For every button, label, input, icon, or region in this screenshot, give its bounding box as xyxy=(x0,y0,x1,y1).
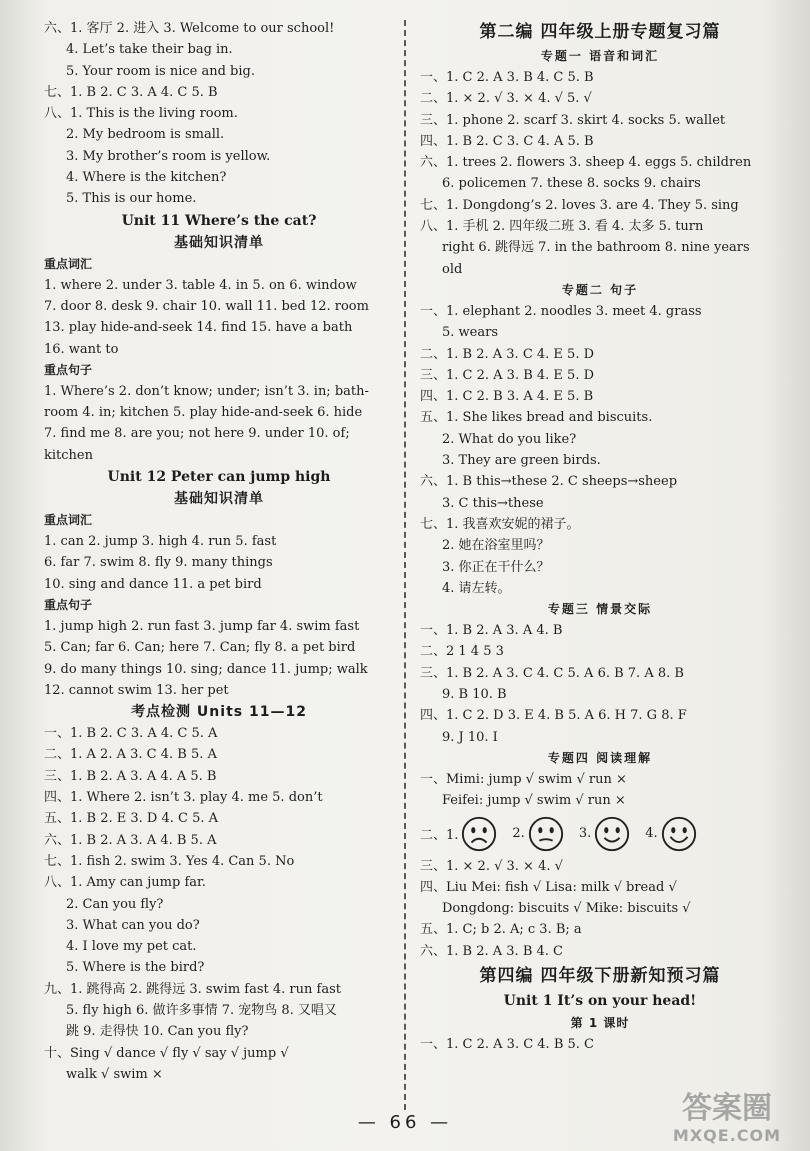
answer-line: 4. 请左转。 xyxy=(442,580,511,596)
answer-line: 3. What can you do? xyxy=(66,917,200,933)
right-column xyxy=(420,18,780,1055)
answer-line: 九、1. 跳得高 2. 跳得远 3. swim fast 4. run fast xyxy=(44,981,341,997)
answer-line: 四、1. C 2. B 3. A 4. E 5. B xyxy=(420,389,594,405)
answer-line: 一、1. C 2. A 3. C 4. B 5. C xyxy=(420,1036,594,1052)
part-title: 第二编 四年级上册专题复习篇 xyxy=(479,22,721,42)
answer-line: 13. play hide-and-seek 14. find 15. have a bath xyxy=(44,320,353,336)
answer-line: 四、Liu Mei: fish √ Lisa: milk √ bread √ xyxy=(420,879,677,895)
section-label: 重点词汇 xyxy=(44,256,93,271)
answer-line: 七、1. Dongdong’s 2. loves 3. are 4. They 5. sing xyxy=(420,197,739,213)
lesson-title: 第 1 课时 xyxy=(570,1015,630,1030)
answer-line: 2. Can you fly? xyxy=(66,896,164,912)
answer-line: 三、1. C 2. A 3. B 4. E 5. D xyxy=(420,367,595,383)
answer-line: 9. B 10. B xyxy=(442,687,507,703)
answer-line: 七、1. 我喜欢安妮的裙子。 xyxy=(420,516,580,532)
column-divider xyxy=(404,20,406,1110)
answer-line: 八、1. Amy can jump far. xyxy=(44,875,206,891)
answer-line: 9. J 10. I xyxy=(442,729,498,745)
answer-line: 八、1. This is the living room. xyxy=(44,106,238,122)
answer-line: 5. fly high 6. 做许多事情 7. 宠物鸟 8. 又唱又 xyxy=(66,1002,337,1018)
answer-line: 四、1. Where 2. isn’t 3. play 4. me 5. don’t xyxy=(44,790,323,806)
answer-line: 十、Sing √ dance √ fly √ say √ jump √ xyxy=(44,1045,289,1061)
unit-title: Unit 11 Where’s the cat? xyxy=(121,212,317,229)
section-subtitle: 基础知识清单 xyxy=(174,234,264,251)
answer-line: right 6. 跳得远 7. in the bathroom 8. nine years xyxy=(442,240,750,256)
faces-row xyxy=(420,812,780,856)
answer-line: 跳 9. 走得快 10. Can you fly? xyxy=(66,1024,249,1040)
neutral-face-icon xyxy=(527,815,565,853)
answer-line: 1. where 2. under 3. table 4. in 5. on 6. window xyxy=(44,277,357,293)
answer-line: old xyxy=(442,261,463,277)
unit-title: Unit 12 Peter can jump high xyxy=(107,469,331,486)
answer-line: 三、1. B 2. A 3. C 4. C 5. A 6. B 7. A 8. B xyxy=(420,665,684,681)
answer-line: Dongdong: biscuits √ Mike: biscuits √ xyxy=(442,901,691,917)
answer-line: 3. They are green birds. xyxy=(442,453,601,469)
page-number: — 66 — xyxy=(357,1112,453,1133)
answer-line: 一、1. B 2. C 3. A 4. C 5. A xyxy=(44,726,218,742)
answer-line: 4. Where is the kitchen? xyxy=(66,170,227,186)
left-column xyxy=(44,18,394,1085)
answer-line: Feifei: jump √ swim √ run × xyxy=(442,793,626,809)
answer-line: 7. find me 8. are you; not here 9. under 10. of; xyxy=(44,426,350,442)
answer-line: 三、1. × 2. √ 3. × 4. √ xyxy=(420,858,563,874)
answer-line: 5. Your room is nice and big. xyxy=(66,63,255,79)
answer-line: 六、1. 客厅 2. 进入 3. Welcome to our school! xyxy=(44,21,335,36)
face-label: 2. xyxy=(512,826,525,841)
answer-line: 1. jump high 2. run fast 3. jump far 4. swim fast xyxy=(44,618,360,634)
answer-line: 三、1. B 2. A 3. A 4. A 5. B xyxy=(44,768,217,784)
topic-title: 专题一 语音和词汇 xyxy=(540,49,660,63)
answer-line: 七、1. fish 2. swim 3. Yes 4. Can 5. No xyxy=(44,853,295,869)
watermark-logo: 答案圈 xyxy=(682,1091,772,1126)
answer-line: walk √ swim × xyxy=(66,1066,163,1082)
answer-line: 2. 她在浴室里吗？ xyxy=(442,538,550,554)
sad-face-icon xyxy=(460,815,498,853)
faces-prefix: 二、1. xyxy=(420,828,459,843)
answer-line: kitchen xyxy=(44,447,93,463)
answer-line: 四、1. C 2. D 3. E 4. B 5. A 6. H 7. G 8. F xyxy=(420,708,687,724)
face-label: 4. xyxy=(645,826,658,841)
answer-line: 5. wears xyxy=(442,325,498,341)
answer-line: 3. 你正在干什么？ xyxy=(442,559,550,575)
answer-line: 五、1. C; b 2. A; c 3. B; a xyxy=(420,922,582,938)
answer-line: 5. Where is the bird? xyxy=(66,960,205,976)
answer-line: 10. sing and dance 11. a pet bird xyxy=(44,576,262,592)
answer-line: 3. C this→these xyxy=(442,495,544,511)
section-label: 重点句子 xyxy=(44,362,93,377)
answer-line: 六、1. B 2. A 3. A 4. B 5. A xyxy=(44,832,217,848)
answer-line: 3. My brother’s room is yellow. xyxy=(66,148,271,164)
answer-line: 八、1. 手机 2. 四年级二班 3. 看 4. 太多 5. turn xyxy=(420,219,704,235)
answer-line: 5. Can; far 6. Can; here 7. Can; fly 8. a pet bird xyxy=(44,640,356,656)
happy-face-icon xyxy=(593,815,631,853)
answer-line: 1. can 2. jump 3. high 4. run 5. fast xyxy=(44,534,277,550)
answer-line: 五、1. She likes bread and biscuits. xyxy=(420,410,653,426)
answer-line: 一、1. elephant 2. noodles 3. meet 4. grass xyxy=(420,303,702,319)
answer-line: 6. policemen 7. these 8. socks 9. chairs xyxy=(442,176,701,192)
test-title: 考点检测 Units 11—12 xyxy=(131,704,307,721)
answer-line: 六、1. B 2. A 3. B 4. C xyxy=(420,943,563,959)
section-label: 重点句子 xyxy=(44,597,93,612)
answer-line: 一、1. B 2. A 3. A 4. B xyxy=(420,623,563,639)
part-title: 第四编 四年级下册新知预习篇 xyxy=(479,965,721,986)
topic-title: 专题二 句子 xyxy=(561,282,639,297)
answer-line: room 4. in; kitchen 5. play hide-and-seek 6. hide xyxy=(44,405,363,421)
answer-line: 六、1. trees 2. flowers 3. sheep 4. eggs 5. children xyxy=(420,155,752,171)
answer-line: 6. far 7. swim 8. fly 9. many things xyxy=(44,555,273,571)
answer-line: 二、1. B 2. A 3. C 4. E 5. D xyxy=(420,346,595,362)
answer-line: 七、1. B 2. C 3. A 4. C 5. B xyxy=(44,84,218,100)
section-subtitle: 基础知识清单 xyxy=(174,491,264,508)
answer-line: 16. want to xyxy=(44,341,119,357)
answer-line: 五、1. B 2. E 3. D 4. C 5. A xyxy=(44,811,219,827)
answer-line: 二、2 1 4 5 3 xyxy=(420,644,504,660)
happy-face-icon xyxy=(660,815,698,853)
face-label: 3. xyxy=(578,826,592,841)
answer-line: 三、1. phone 2. scarf 3. skirt 4. socks 5. wallet xyxy=(420,112,726,128)
answer-line: 六、1. B this→these 2. C sheeps→sheep xyxy=(420,474,678,490)
answer-line: 一、1. C 2. A 3. B 4. C 5. B xyxy=(420,70,594,85)
answer-line: 二、1. × 2. √ 3. × 4. √ 5. √ xyxy=(420,91,592,107)
watermark xyxy=(652,1092,802,1145)
topic-title: 专题四 阅读理解 xyxy=(547,750,653,765)
answer-line: 2. My bedroom is small. xyxy=(66,127,225,143)
section-label: 重点词汇 xyxy=(44,513,93,528)
answer-line: 12. cannot swim 13. her pet xyxy=(44,682,229,698)
answer-line: 7. door 8. desk 9. chair 10. wall 11. bed 12. room xyxy=(44,298,369,314)
watermark-url: MXQE.COM xyxy=(672,1126,782,1145)
unit-title: Unit 1 It’s on your head! xyxy=(503,992,697,1009)
answer-line: 9. do many things 10. sing; dance 11. jump; walk xyxy=(44,661,368,677)
answer-line: 4. I love my pet cat. xyxy=(66,939,197,955)
answer-line: 四、1. B 2. C 3. C 4. A 5. B xyxy=(420,133,594,149)
answer-line: 4. Let’s take their bag in. xyxy=(66,42,233,58)
answer-line: 2. What do you like? xyxy=(442,431,577,447)
answer-line: 1. Where’s 2. don’t know; under; isn’t 3. in; bath- xyxy=(44,383,369,399)
topic-title: 专题三 情景交际 xyxy=(547,602,653,617)
answer-line: 5. This is our home. xyxy=(66,191,197,207)
answer-line: 二、1. A 2. A 3. C 4. B 5. A xyxy=(44,747,217,763)
answer-line: 一、Mimi: jump √ swim √ run × xyxy=(420,771,627,787)
